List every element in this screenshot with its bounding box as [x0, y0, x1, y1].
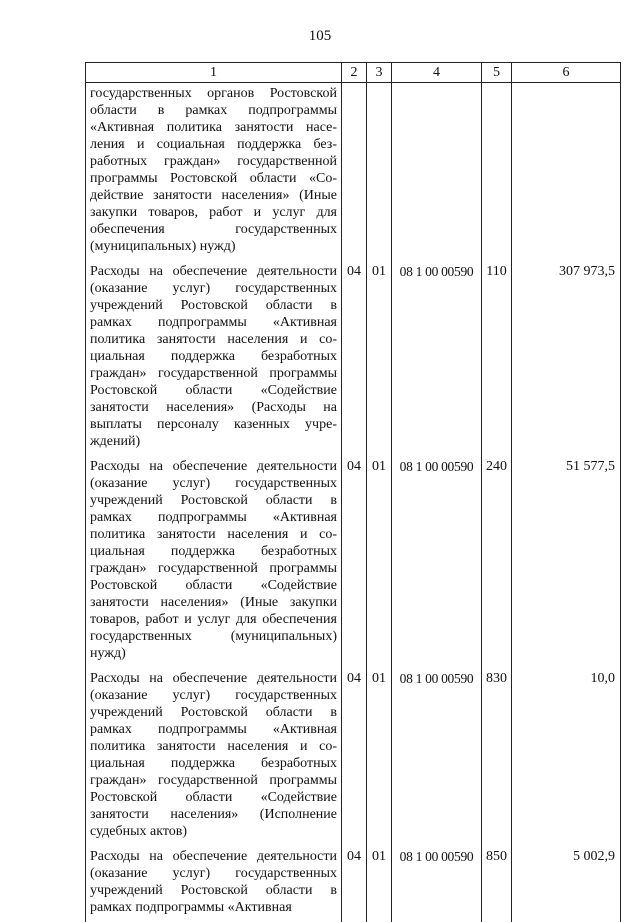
row-target-article: 08 1 00 00590: [392, 668, 482, 846]
table-row: [86, 846, 621, 922]
table-row: [86, 668, 621, 846]
row-subsection-code: [367, 83, 392, 262]
table-header-row: [86, 63, 621, 83]
row-description: Расходы на обеспечение деятельности (оказание услуг) государственных учреждений Ростовской области в рамках подпрограммы «Активная политика занятости населения и социальная поддержка безработных граждан» государственной программы Ростовской области «Содействие занятости населения» (Исполнение судебных актов): [86, 668, 342, 846]
header-col-6: 6: [512, 63, 621, 83]
row-subsection-code: 01: [367, 261, 392, 456]
row-section-code: 04: [342, 261, 367, 456]
table-row: [86, 261, 621, 456]
row-target-article: [392, 83, 482, 262]
header-col-5: 5: [482, 63, 512, 83]
row-expense-type: 110: [482, 261, 512, 456]
header-col-1: 1: [86, 63, 342, 83]
row-description: Расходы на обеспечение деятельности (оказание услуг) государственных учреждений Ростовской области в рамках подпрограммы «Активная политика занятости населения и социальная поддержка безработных граждан» государственной программы Ростовской области «Содействие занятости населения» (Расходы на выплаты персоналу казенных учреждений): [86, 261, 342, 456]
row-amount: 51 577,5: [512, 456, 621, 668]
row-amount: 10,0: [512, 668, 621, 846]
row-section-code: 04: [342, 846, 367, 922]
row-section-code: 04: [342, 456, 367, 668]
table-row: [86, 83, 621, 262]
row-amount: [512, 83, 621, 262]
row-section-code: [342, 83, 367, 262]
row-description: Расходы на обеспечение деятельности (оказание услуг) государственных учреждений Ростовской области в рамках подпрограммы «Активная политика занятости населения и социальная поддержка безработных граждан» государственной программы Ростовской области «Содействие занятости населения» (Иные закупки товаров, работ и услуг для обеспечения государственных (муниципальных) нужд): [86, 456, 342, 668]
row-target-article: 08 1 00 00590: [392, 846, 482, 922]
row-expense-type: 830: [482, 668, 512, 846]
table-row: [86, 456, 621, 668]
row-description: государственных органов Ростовской области в рамках подпрограммы «Активная политика занятости населения и социальная поддержка безработных граждан» государственной программы Ростовской области «Содействие занятости населения» (Иные закупки товаров, работ и услуг для обеспечения государственных (муниципальных) нужд): [86, 83, 342, 262]
row-expense-type: 240: [482, 456, 512, 668]
row-amount: 307 973,5: [512, 261, 621, 456]
row-target-article: 08 1 00 00590: [392, 261, 482, 456]
page-number: 105: [308, 28, 332, 44]
row-subsection-code: 01: [367, 456, 392, 668]
header-col-4: 4: [392, 63, 482, 83]
row-amount: 5 002,9: [512, 846, 621, 922]
header-col-2: 2: [342, 63, 367, 83]
budget-table: [85, 62, 621, 922]
row-subsection-code: 01: [367, 846, 392, 922]
row-expense-type: [482, 83, 512, 262]
row-section-code: 04: [342, 668, 367, 846]
row-subsection-code: 01: [367, 668, 392, 846]
row-target-article: 08 1 00 00590: [392, 456, 482, 668]
row-expense-type: 850: [482, 846, 512, 922]
header-col-3: 3: [367, 63, 392, 83]
row-description: Расходы на обеспечение деятельности (оказание услуг) государственных учреждений Ростовской области в рамках подпрограммы «Активная: [86, 846, 342, 922]
